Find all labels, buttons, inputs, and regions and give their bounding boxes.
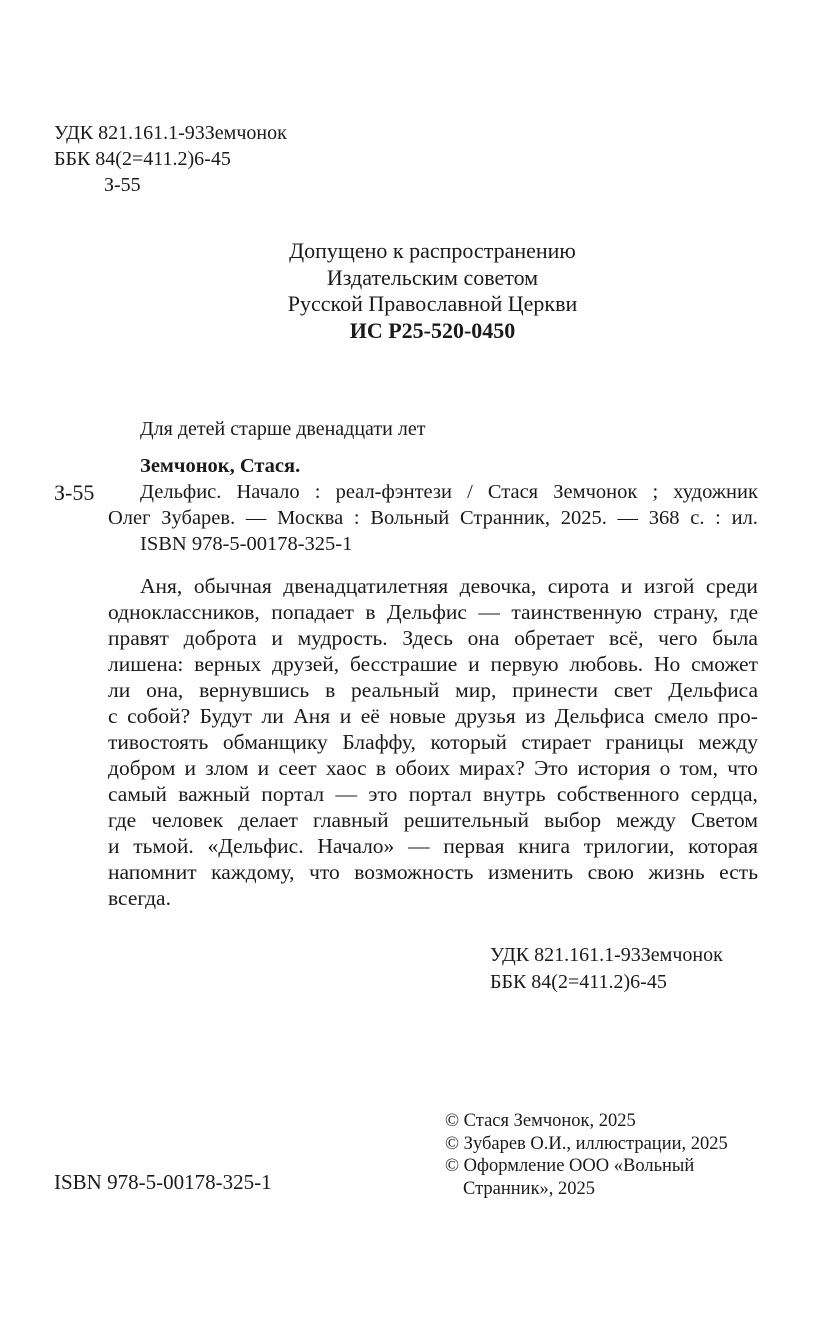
annotation-line bbox=[108, 677, 758, 703]
annotation-word: сеет bbox=[278, 756, 317, 780]
annotation-word: тьмой. bbox=[133, 834, 194, 858]
pub-word: — bbox=[617, 507, 639, 529]
annotation-word: которая bbox=[688, 834, 758, 858]
annotation-word: портал bbox=[408, 782, 472, 806]
annotation-line bbox=[108, 729, 758, 755]
annotation-word: Аня bbox=[293, 704, 331, 728]
annotation-word: смело bbox=[654, 704, 709, 728]
annotation-word: где bbox=[729, 600, 758, 624]
annotation-line bbox=[108, 703, 758, 729]
pub-word: Олег bbox=[108, 507, 151, 529]
annotation-word: первую bbox=[490, 652, 559, 676]
annotation-word: реальный bbox=[351, 678, 440, 702]
annotation-word: ли bbox=[261, 704, 284, 728]
annotation-word: вернувшись bbox=[199, 678, 310, 702]
annotation bbox=[108, 573, 758, 911]
annotation-word: портал bbox=[261, 782, 325, 806]
pub-word: ил. bbox=[731, 507, 758, 529]
annotation-word: Аня, bbox=[140, 574, 183, 598]
udk-code-bottom: УДК 821.161.1-93Земчонок bbox=[490, 944, 723, 966]
annotation-word: изгой bbox=[643, 574, 695, 598]
approval-notice bbox=[0, 238, 837, 344]
annotation-word: делает bbox=[238, 808, 298, 832]
annotation-word: про- bbox=[717, 704, 758, 728]
annotation-word: обычная bbox=[193, 574, 272, 598]
annotation-word: который bbox=[430, 730, 507, 754]
annotation-word: о bbox=[659, 756, 671, 780]
copyright-block bbox=[445, 1110, 728, 1200]
annotation-word: тивостоять bbox=[108, 730, 209, 754]
annotation-word: и bbox=[184, 756, 197, 780]
pub-word: Зубарев. bbox=[161, 507, 236, 529]
annotation-word: злом bbox=[205, 756, 249, 780]
annotation-line bbox=[108, 833, 758, 859]
annotation-word: самый bbox=[108, 782, 167, 806]
annotation-word: попадает bbox=[271, 600, 354, 624]
annotation-word: важный bbox=[178, 782, 250, 806]
annotation-word: и bbox=[108, 834, 120, 858]
annotation-word: новые bbox=[389, 704, 446, 728]
annotation-word: — bbox=[478, 600, 500, 624]
annotation-word: напомнит bbox=[108, 860, 197, 884]
annotation-word: любовь. bbox=[569, 652, 644, 676]
annotation-line bbox=[108, 859, 758, 885]
annotation-word: лишена: bbox=[108, 652, 184, 676]
annotation-word: стирает bbox=[521, 730, 592, 754]
annotation-word: одноклассников, bbox=[108, 600, 260, 624]
title-word: реал-фэнтези bbox=[335, 481, 452, 503]
bbk-code-bottom: ББК 84(2=411.2)6-45 bbox=[490, 971, 667, 993]
annotation-word: доброта bbox=[183, 626, 257, 650]
title-word: художник bbox=[673, 481, 758, 503]
annotation-word: что bbox=[727, 756, 758, 780]
annotation-word: решительный bbox=[403, 808, 530, 832]
annotation-word: принести bbox=[512, 678, 599, 702]
classification-top bbox=[54, 120, 287, 198]
annotation-word: верных bbox=[194, 652, 262, 676]
book-author: Земчонок, Стася. bbox=[140, 455, 301, 477]
annotation-word: она bbox=[467, 626, 500, 650]
annotation-word: мир, bbox=[455, 678, 497, 702]
pub-word: : bbox=[353, 507, 360, 529]
annotation-word: собой? bbox=[127, 704, 191, 728]
annotation-word: бесстрашие bbox=[349, 652, 458, 676]
annotation-word: — bbox=[335, 782, 357, 806]
pub-word: 368 bbox=[648, 507, 680, 529]
annotation-line: всегда. bbox=[108, 886, 171, 910]
pub-word: — bbox=[245, 507, 267, 529]
annotation-word: в bbox=[325, 678, 336, 702]
annotation-word: Это bbox=[534, 756, 569, 780]
title-word: : bbox=[314, 481, 321, 503]
pub-word: Странник, bbox=[460, 507, 550, 529]
annotation-line bbox=[108, 573, 758, 599]
annotation-word: границы bbox=[605, 730, 684, 754]
annotation-word: и bbox=[257, 756, 270, 780]
annotation-word: её bbox=[360, 704, 380, 728]
copyright-design-cont: Странник», 2025 bbox=[463, 1178, 596, 1199]
udk-code: УДК 821.161.1-93Земчонок bbox=[54, 122, 287, 144]
bibliographic-description bbox=[108, 453, 758, 557]
author-sign: З-55 bbox=[104, 174, 141, 196]
annotation-line bbox=[108, 599, 758, 625]
title-word: ; bbox=[652, 481, 659, 503]
annotation-word: книга bbox=[518, 834, 570, 858]
annotation-word: где bbox=[108, 808, 137, 832]
annotation-word: страну, bbox=[653, 600, 719, 624]
title-word: / bbox=[467, 481, 473, 503]
annotation-word: человек bbox=[151, 808, 224, 832]
copyright-design: © Оформление ООО «Вольный bbox=[445, 1156, 695, 1176]
annotation-line bbox=[108, 755, 758, 781]
annotation-word: Дельфиса bbox=[668, 678, 758, 702]
copyright-author: © Стася Земчонок, 2025 bbox=[445, 1111, 636, 1131]
annotation-word: есть bbox=[719, 860, 758, 884]
annotation-word: девочка, bbox=[459, 574, 537, 598]
title-word: Начало bbox=[236, 481, 300, 503]
annotation-word: главный bbox=[313, 808, 389, 832]
pub-word: Москва bbox=[277, 507, 344, 529]
author-mark: З-55 bbox=[54, 480, 95, 505]
annotation-word: чего bbox=[658, 626, 698, 650]
annotation-word: мудрость. bbox=[297, 626, 388, 650]
annotation-word: в bbox=[375, 756, 387, 780]
annotation-word: всё, bbox=[608, 626, 644, 650]
pub-word: Вольный bbox=[370, 507, 450, 529]
age-rating: Для детей старше двенадцати лет bbox=[140, 418, 426, 440]
approval-line-2: Издательским советом bbox=[326, 264, 539, 290]
annotation-line bbox=[108, 651, 758, 677]
annotation-word: была bbox=[712, 626, 758, 650]
book-title-line bbox=[108, 479, 758, 505]
annotation-word: свет bbox=[613, 678, 653, 702]
annotation-word: друзей, bbox=[272, 652, 340, 676]
annotation-word: и bbox=[339, 704, 352, 728]
annotation-word: сирота bbox=[547, 574, 610, 598]
annotation-word: с bbox=[108, 704, 118, 728]
annotation-word: сможет bbox=[691, 652, 758, 676]
title-word: Стася bbox=[487, 481, 539, 503]
copyright-illustrations: © Зубарев О.И., иллюстрации, 2025 bbox=[445, 1133, 728, 1154]
title-word: Дельфис. bbox=[140, 481, 222, 503]
annotation-word: и bbox=[271, 626, 283, 650]
annotation-word: таинственную bbox=[511, 600, 642, 624]
annotation-word: каждому, bbox=[211, 860, 295, 884]
annotation-word: «Дельфис. bbox=[207, 834, 304, 858]
annotation-word: Будут bbox=[199, 704, 252, 728]
pub-word: с. bbox=[690, 507, 705, 529]
annotation-word: что bbox=[309, 860, 340, 884]
annotation-word: друзья bbox=[455, 704, 516, 728]
annotation-line bbox=[108, 625, 758, 651]
bbk-code: ББК 84(2=411.2)6-45 bbox=[54, 148, 231, 170]
annotation-word: выбор bbox=[544, 808, 602, 832]
annotation-word: Блаффу, bbox=[342, 730, 416, 754]
annotation-word: внутрь bbox=[482, 782, 546, 806]
approval-line-1: Допущено к распространению bbox=[289, 238, 576, 263]
pub-word: 2025. bbox=[560, 507, 607, 529]
classification-bottom bbox=[490, 942, 723, 996]
annotation-word: свою bbox=[587, 860, 634, 884]
annotation-word: и bbox=[620, 574, 633, 598]
annotation-word: обманщику bbox=[222, 730, 328, 754]
isbn-bottom: ISBN 978-5-00178-325-1 bbox=[54, 1170, 272, 1194]
annotation-word: Дельфиса bbox=[554, 704, 645, 728]
annotation-word: том, bbox=[679, 756, 718, 780]
annotation-word: Здесь bbox=[402, 626, 453, 650]
pub-word: : bbox=[715, 507, 721, 529]
annotation-word: Но bbox=[654, 652, 681, 676]
annotation-word: первая bbox=[443, 834, 505, 858]
approval-number: ИС Р25-520-0450 bbox=[349, 317, 516, 343]
annotation-word: возможность bbox=[354, 860, 474, 884]
publication-line bbox=[108, 505, 758, 531]
annotation-word: она, bbox=[146, 678, 184, 702]
title-word: Земчонок bbox=[553, 481, 638, 503]
annotation-word: среди bbox=[705, 574, 758, 598]
annotation-word: жизнь bbox=[648, 860, 705, 884]
annotation-word: и bbox=[468, 652, 480, 676]
annotation-word: обретает bbox=[514, 626, 595, 650]
annotation-line bbox=[108, 807, 758, 833]
book-isbn: ISBN 978-5-00178-325-1 bbox=[140, 533, 353, 555]
annotation-word: трилогии, bbox=[583, 834, 675, 858]
annotation-word: хаос bbox=[325, 756, 367, 780]
annotation-word: собственного bbox=[556, 782, 680, 806]
annotation-word: обоих bbox=[395, 756, 450, 780]
annotation-word: мирах? bbox=[459, 756, 525, 780]
annotation-word: между bbox=[698, 730, 758, 754]
annotation-word: между bbox=[616, 808, 676, 832]
annotation-word: история bbox=[577, 756, 651, 780]
annotation-word: из bbox=[525, 704, 546, 728]
annotation-word: Начало» bbox=[317, 834, 395, 858]
annotation-word: в bbox=[365, 600, 376, 624]
annotation-word: Дельфис bbox=[386, 600, 467, 624]
annotation-word: правят bbox=[108, 626, 169, 650]
annotation-word: изменить bbox=[487, 860, 574, 884]
annotation-word: это bbox=[368, 782, 398, 806]
annotation-word: ли bbox=[108, 678, 131, 702]
annotation-word: двенадцатилетняя bbox=[283, 574, 449, 598]
approval-line-3: Русской Православной Церкви bbox=[287, 291, 578, 316]
annotation-word: сердца, bbox=[690, 782, 758, 806]
annotation-word: — bbox=[408, 834, 430, 858]
annotation-word: добром bbox=[108, 756, 176, 780]
annotation-line bbox=[108, 781, 758, 807]
annotation-word: Светом bbox=[691, 808, 758, 832]
